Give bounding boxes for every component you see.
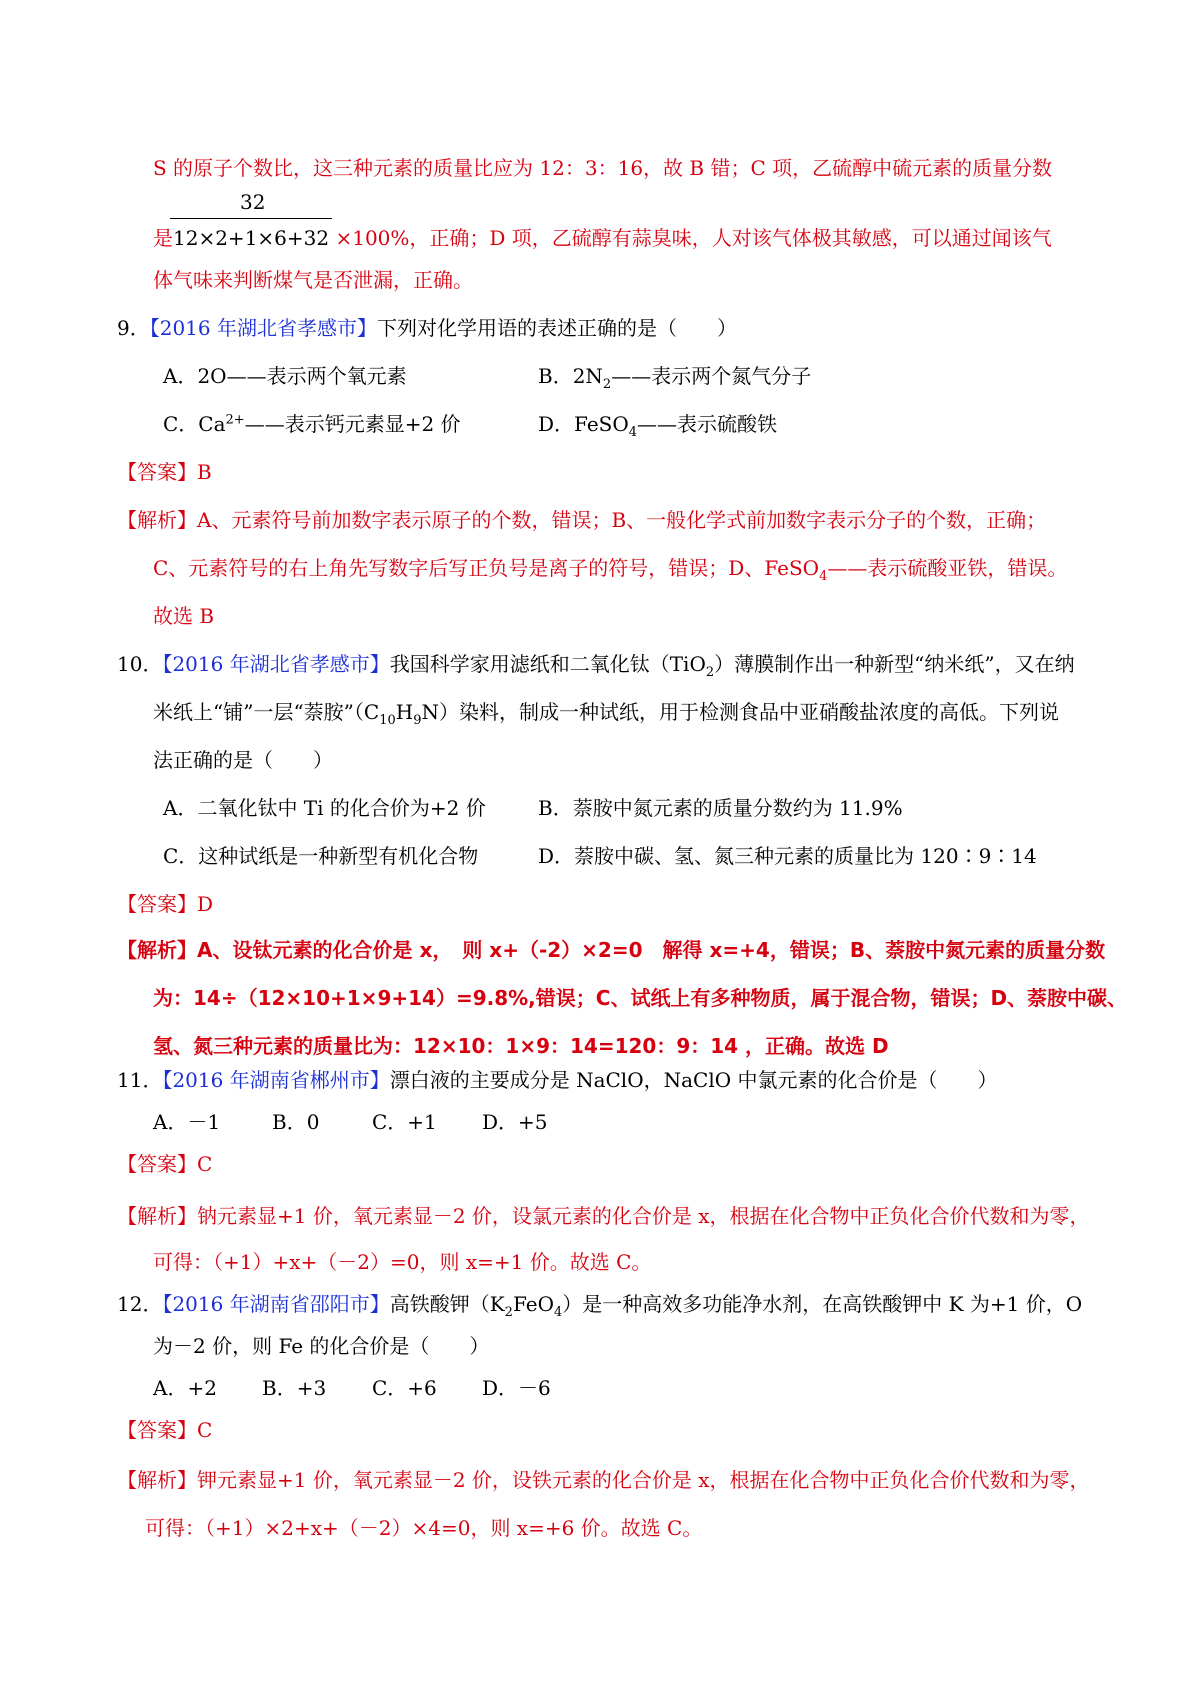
q11-option-a: A．－1 [153,1110,221,1134]
question-source: 【2016 年湖南省郴州市】 [162,1068,390,1092]
prev-expl-line2-pre: 是 [153,226,173,250]
q11-explanation-line1: 【解析】钠元素显+1 价，氧元素显－2 价，设氯元素的化合价是 x，根据在化合物中正负化合价代数和为零， [117,1204,1090,1228]
q10-explanation-line2: 为：14÷（12×10+1×9+14）=9.8%,错误；C、试纸上有多种物质，属于混合物，错误；D、萘胺中碳、 [153,986,1128,1010]
fraction-numerator: 32 [240,190,266,214]
q12-stem1-sub2: 4 [553,1305,563,1320]
q11-option-b: B．0 [272,1110,320,1134]
q10-option-b: B．萘胺中氮元素的质量分数约为 11.9% [538,796,903,820]
q11-option-c: C．+1 [372,1110,437,1134]
q12-stem1-pre: 高铁酸钾（K [389,1292,505,1316]
q11-explanation-line2: 可得：（+1）+x+（－2）=0，则 x=+1 价。故选 C。 [153,1250,652,1274]
question-number: 10． [117,652,163,676]
question-12-stem-line2: 为－2 价，则 Fe 的化合价是（ ） [153,1334,490,1358]
q10-stem2-post: N）染料，制成一种试纸，用于检测食品中亚硝酸盐浓度的高低。下列说 [421,700,1059,724]
question-10-stem-line2 [153,696,1059,728]
q9-answer: 【答案】B [117,460,212,484]
q12-stem1-sub1: 2 [504,1305,513,1320]
q11-option-d: D．+5 [482,1110,548,1134]
question-source: 【2016 年湖北省孝感市】 [162,652,390,676]
question-number: 9． [117,316,150,340]
q10-option-a: A．二氧化钛中 Ti 的化合价为+2 价 [163,796,486,820]
q12-stem1-mid: FeO [512,1292,554,1316]
q10-stem2-mid: H [395,700,414,724]
question-number: 12． [117,1292,163,1316]
question-source: 【2016 年湖南省邵阳市】 [162,1292,390,1316]
q12-option-c: C．+6 [372,1376,437,1400]
question-11-stem [117,1064,997,1096]
q9-option-c-pre: C．Ca [163,412,226,436]
q9-option-b-pre: B．2N [538,364,603,388]
q10-explanation-line1: 【解析】A、设钛元素的化合价是 x， 则 x+（-2）×2=0 解得 x=+4，错误；B、萘胺中氮元素的质量分数 [117,938,1106,962]
q9-option-d [538,408,777,440]
q12-option-b: B．+3 [262,1376,327,1400]
q9-option-c [163,408,461,440]
question-text: 下列对化学用语的表述正确的是（ ） [377,316,737,340]
prev-expl-line2-post: ×100%，正确；D 项，乙硫醇有蒜臭味，人对该气体极其敏感，可以通过闻该气 [329,226,1052,250]
q9-option-c-sup: 2+ [225,412,245,428]
q9-option-d-post: ——表示硫酸铁 [637,412,778,436]
prev-expl-line3: 体气味来判断煤气是否泄漏，正确。 [153,268,473,292]
fraction-bar [170,218,332,219]
q9-expl2-pre: C、元素符号的右上角先写数字后写正负号是离子的符号，错误；D、FeSO [153,556,820,580]
question-text: 漂白液的主要成分是 NaClO，NaClO 中氯元素的化合价是（ ） [389,1068,998,1092]
q9-explanation-line2 [153,552,1067,584]
question-number: 11． [117,1068,163,1092]
q9-explanation-line1: 【解析】A、元素符号前加数字表示原子的个数，错误；B、一般化学式前加数字表示分子的个数，正确； [117,508,1047,532]
q10-explanation-line3: 氢、氮三种元素的质量比为：12×10：1×9：14=120：9：14 ，正确。故选 D [153,1034,889,1058]
question-10-stem-line3: 法正确的是（ ） [153,748,333,772]
question-source: 【2016 年湖北省孝感市】 [149,316,377,340]
q12-answer: 【答案】C [117,1418,213,1442]
question-10-stem-line1 [117,648,1075,680]
q9-expl2-post: ——表示硫酸亚铁，错误。 [827,556,1068,580]
prev-expl-line2 [153,222,1052,254]
q12-explanation-line2: 可得：（+1）×2+x+（－2）×4=0，则 x=+6 价。故选 C。 [145,1516,703,1540]
q10-option-c: C．这种试纸是一种新型有机化合物 [163,844,479,868]
q9-explanation-line3: 故选 B [153,604,215,628]
q10-stem2-sub1: 10 [379,713,396,728]
q11-answer: 【答案】C [117,1152,213,1176]
q9-option-b-post: ——表示两个氮气分子 [611,364,812,388]
q10-stem1-sub: 2 [705,665,715,680]
q9-option-c-post: ——表示钙元素显+2 价 [244,412,461,436]
q10-answer: 【答案】D [117,892,214,916]
q12-stem1-post: ）是一种高效多功能净水剂，在高铁酸钾中 K 为+1 价，O [562,1292,1083,1316]
q9-option-a: A．2O——表示两个氧元素 [163,364,407,388]
q10-stem2-pre: 米纸上“铺”一层“萘胺”（C [153,700,380,724]
q10-stem1-pre: 我国科学家用滤纸和二氧化钛（TiO [389,652,706,676]
q12-explanation-line1: 【解析】钾元素显+1 价，氧元素显－2 价，设铁元素的化合价是 x，根据在化合物中正负化合价代数和为零， [117,1468,1090,1492]
prev-expl-line1: S 的原子个数比，这三种元素的质量比应为 12：3：16，故 B 错；C 项，乙硫醇中硫元素的质量分数 [153,156,1053,180]
q9-option-d-sub: 4 [628,425,638,440]
q10-stem1-post: ）薄膜制作出一种新型“纳米纸”，又在纳 [714,652,1075,676]
q12-option-a: A．+2 [153,1376,217,1400]
q10-stem2-sub2: 9 [413,713,422,728]
q9-option-b [538,360,811,392]
question-12-stem-line1 [117,1288,1082,1320]
fraction-denominator: 12×2+1×6+32 [173,226,330,250]
q10-option-d: D．萘胺中碳、氢、氮三种元素的质量比为 120∶9∶14 [538,844,1037,868]
q12-option-d: D．－6 [482,1376,551,1400]
question-9-stem [117,312,737,344]
q9-expl2-sub: 4 [819,569,828,584]
q9-option-b-sub: 2 [602,377,612,392]
q9-option-d-pre: D．FeSO [538,412,629,436]
